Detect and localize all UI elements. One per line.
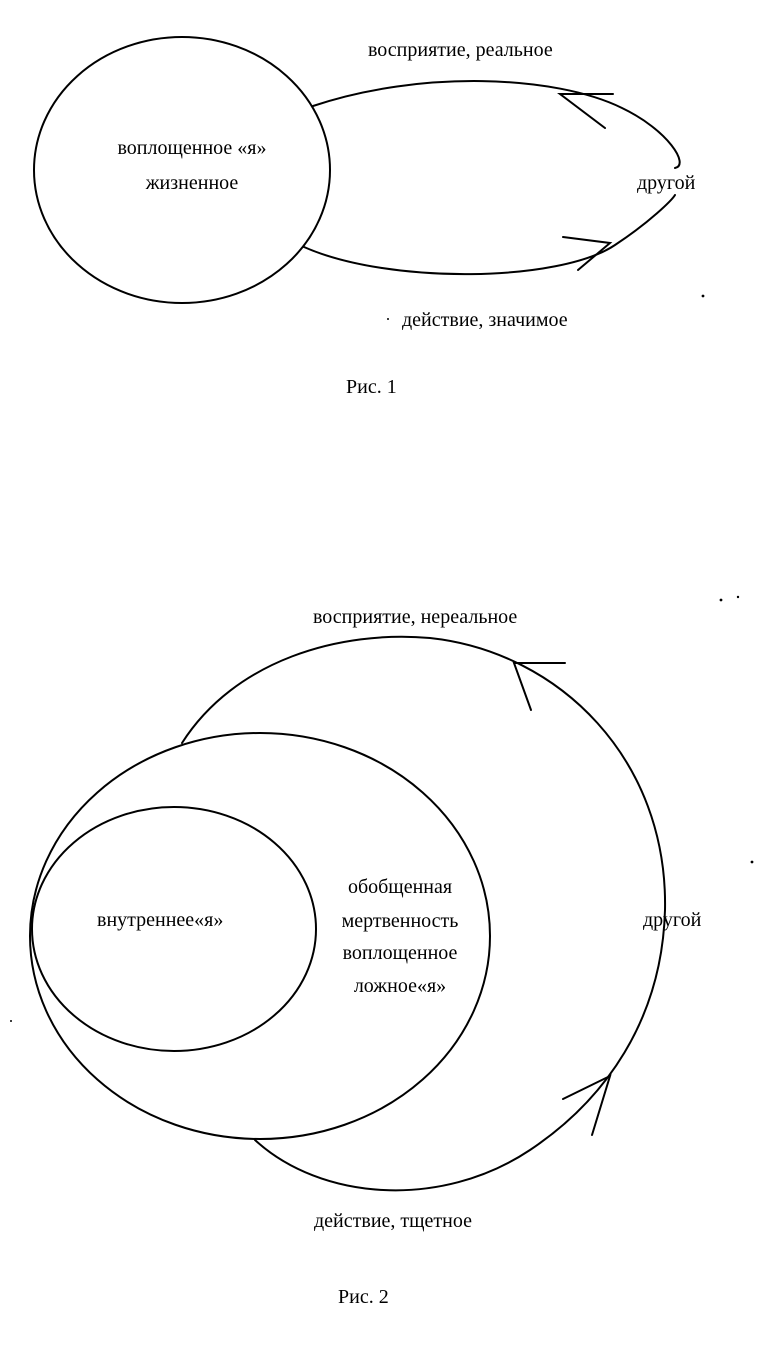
fig1-caption: Рис. 1 [346, 376, 397, 398]
fig2-false-self-line4: ложное«я» [353, 975, 447, 997]
fig1-perception-label: восприятие, реальное [368, 39, 553, 61]
fig1-embodied-self-circle [34, 37, 330, 303]
fig1-action-arrowhead [563, 237, 610, 270]
fig2-inner-self-label: внутреннее«я» [97, 909, 224, 931]
fig1-perception-arc [313, 81, 680, 168]
fig2-false-self-ellipse [30, 733, 490, 1139]
fig2-false-self-line3: воплощенное [342, 942, 458, 964]
fig2-other-label: другой [643, 909, 702, 931]
fig1-action-label: действие, значимое [402, 309, 568, 331]
fig2-perception-label: восприятие, нереальное [313, 606, 518, 628]
fig2-false-self-line2: мертвенность [341, 910, 459, 932]
fig2-caption: Рис. 2 [338, 1286, 389, 1308]
fig1-self-label-line2: жизненное [145, 172, 239, 194]
fig1-self-label-line1: воплощенное «я» [117, 137, 267, 159]
fig2-action-label: действие, тщетное [314, 1210, 472, 1232]
fig2-false-self-line1: обобщенная [347, 876, 453, 898]
fig1-perception-arrowhead [560, 94, 613, 128]
fig1-other-label: другой [637, 172, 696, 194]
fig1-action-arc [304, 195, 675, 274]
